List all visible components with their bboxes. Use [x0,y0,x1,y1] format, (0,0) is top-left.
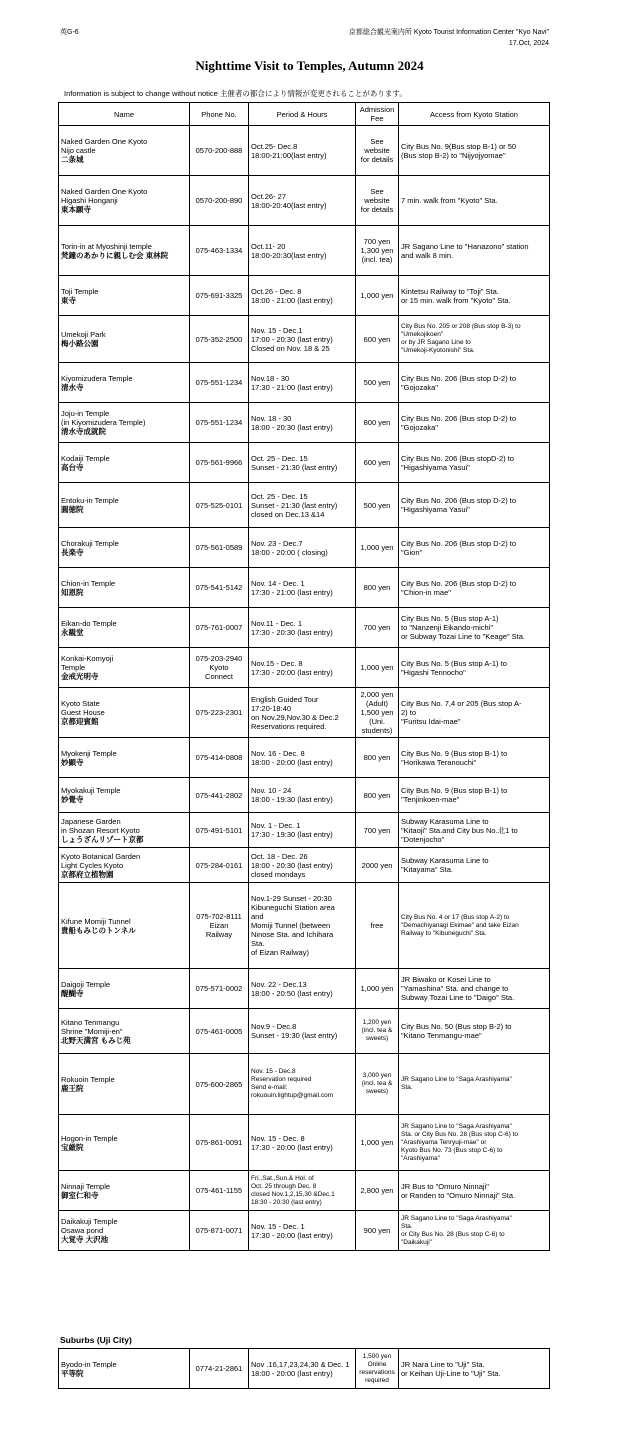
name-cell [59,969,190,1009]
table-row [59,176,550,226]
admission-fee-cell: 1,000 yen [356,1115,399,1171]
table-row [59,969,550,1009]
name-japanese: 清水寺成就院 [61,427,106,436]
table-row [59,316,550,363]
table-row [59,1349,550,1389]
table-row [59,226,550,276]
name-english: Myokenji Temple [61,748,117,758]
table-row [59,1054,550,1115]
name-japanese: 二条城 [61,155,84,164]
name-english: Kyoto Botanical Garden Light Cycles Kyoto [61,851,141,870]
access-cell: City Bus No. 5 (Bus stop A-1) to "Higashi Tennocho" [399,648,550,688]
table-row [59,483,550,528]
phone-cell: 075-284-0161 [190,848,249,883]
admission-fee-cell: 500 yen [356,363,399,403]
name-cell [59,403,190,443]
phone-cell: 075-702-8111 Eizan Railway [190,883,249,969]
name-cell [59,316,190,363]
name-japanese: 北野天満宮 もみじ苑 [61,1035,131,1045]
name-english: Kifune Momiji Tunnel [61,916,131,926]
phone-cell: 075-525-0101 [190,483,249,528]
name-cell [59,883,190,969]
name-english: Chorakuji Temple [61,538,119,548]
admission-fee-cell: 1,000 yen [356,969,399,1009]
name-japanese: 平等院 [61,1368,84,1378]
name-japanese: 知恩院 [61,587,84,597]
table-row [59,608,550,648]
header-admission-fee: Admission Fee [356,103,399,126]
phone-cell: 0774-21-2861 [190,1349,249,1389]
name-cell [59,363,190,403]
access-cell: City Bus No. 7,4 or 205 (Bus stop A- 2) to "Furitsu Idai-mae" [399,688,550,738]
period-hours-cell: Oct. 25 - Dec. 15 Sunset - 21:30 (last entry) [249,443,356,483]
period-hours-cell: Nov. 18 - 30 18:00 - 20:30 (last entry) [249,403,356,443]
admission-fee-cell: 600 yen [356,443,399,483]
period-hours-cell: Oct.26- 27 18:00-20:40(last entry) [249,176,356,226]
admission-fee-cell: 700 yen 1,300 yen (incl. tea) [356,226,399,276]
organization-name: 京都総合観光案内所 Kyoto Tourist Information Center "Kyo Navi" [348,29,549,36]
name-cell [59,176,190,226]
name-english: Torin-in at Myoshinji temple [61,241,152,251]
name-cell [59,778,190,813]
name-english: Toji Temple [61,286,99,296]
access-cell: City Bus No. 5 (Bus stop A-1) to "Nanzenji Eikando-michi" or Subway Tozai Line to "Keage" Sta. [399,608,550,648]
access-cell: 7 min. walk from "Kyoto" Sta. [399,176,550,226]
period-hours-cell: Nov. 14 - Dec. 1 17:30 - 21:00 (last entry) [249,568,356,608]
name-english: Joju-in Temple (in Kiyomizudera Temple) [61,409,146,427]
phone-cell: 075-463-1334 [190,226,249,276]
admission-fee-cell: 800 yen [356,738,399,778]
name-japanese: 鹿王院 [61,1084,84,1093]
table-row [59,363,550,403]
suburbs-table [58,1348,550,1389]
period-hours-cell: Nov. 1 - Dec. 1 17:30 - 19:30 (last entry) [249,813,356,848]
access-cell: City Bus No. 205 or 208 (Bus stop B-3) to "Umekojikoen" or by JR Sagano Line to "Umekoji-Kyotonishi" Sta. [399,316,550,363]
document-date: 17.Oct, 2024 [508,40,549,47]
period-hours-cell: Nov .16,17,23,24,30 & Dec. 1 18:00 - 20:00 (last entry) [249,1349,356,1389]
period-hours-cell: Nov. 15 - Dec. 8 17:30 - 20:00 (last entry) [249,1115,356,1171]
access-cell: JR Sagano Line to "Saga Arashiyama" Sta. or City Bus No. 28 (Bus stop C-6) to "Daikakuji" [399,1211,550,1251]
header-access: Access from Kyoto Station [399,103,550,126]
name-english: Japanese Garden in Shozan Resort Kyoto [61,816,140,835]
phone-cell: 0570-200-888 [190,126,249,176]
header-name: Name [59,103,190,126]
name-english: Umekoji Park [61,330,106,339]
phone-cell: 075-414-0808 [190,738,249,778]
name-cell [59,648,190,688]
access-cell: JR Sagano Line to "Hanazono" station and walk 8 min. [399,226,550,276]
name-japanese: 金戒光明寺 [61,672,99,681]
name-english: Kodaiji Temple [61,453,110,463]
name-english: Kiyomizudera Temple [61,373,133,383]
admission-fee-cell: 800 yen [356,568,399,608]
period-hours-cell: Oct. 25 - Dec. 15 Sunset - 21:30 (last entry) closed on Dec.13 &14 [249,483,356,528]
header-period-hours: Period & Hours [249,103,356,126]
name-japanese: 高台寺 [61,462,84,472]
name-cell [59,568,190,608]
table-row [59,126,550,176]
access-cell: JR Nara Line to "Uji" Sta. or Keihan Uji-Line to "Uji" Sta. [399,1349,550,1389]
name-cell [59,608,190,648]
name-japanese: 貴船もみじのトンネル [61,925,136,935]
name-cell [59,1115,190,1171]
name-english: Kitano Tenmangu Shrine "Momiji-en" [61,1017,123,1036]
phone-cell: 075-571-0002 [190,969,249,1009]
access-cell: City Bus No. 9 (Bus stop B-1) to "Horikawa Teranouchi" [399,738,550,778]
name-japanese: 妙顕寺 [61,757,84,767]
admission-fee-cell: 700 yen [356,813,399,848]
name-english: Rokuoin Temple [61,1075,115,1084]
phone-cell: 075-761-0007 [190,608,249,648]
phone-cell: 075-561-9966 [190,443,249,483]
access-cell: JR Sagano Line to "Saga Arashiyama" Sta. [399,1054,550,1115]
table-row [59,528,550,568]
table-row [59,848,550,883]
period-hours-cell: Nov. 15 - Dec. 1 17:30 - 20:00 (last entry) [249,1211,356,1251]
name-japanese: 東寺 [61,295,76,305]
table-row [59,813,550,848]
name-english: Hogon-in Temple [61,1133,118,1143]
phone-cell: 075-352-2500 [190,316,249,363]
name-english: Eikan-do Temple [61,618,117,628]
phone-cell: 075-691-3325 [190,276,249,316]
name-japanese: 梵鐘のあかりに親しむ会 東林院 [61,250,169,260]
temples-table [58,102,550,1251]
period-hours-cell: Oct.11- 20 18:00-20:30(last entry) [249,226,356,276]
name-japanese: 京都迎賓館 [61,717,99,726]
period-hours-cell: Nov. 23 - Dec.7 18:00 - 20:00 ( closing) [249,528,356,568]
document-code: 英G-6 [60,29,79,36]
admission-fee-cell: 1,200 yen (incl. tea & sweets) [356,1009,399,1054]
name-cell [59,1054,190,1115]
name-cell [59,528,190,568]
admission-fee-cell: See website for details [356,126,399,176]
name-cell [59,1009,190,1054]
document-header-info [349,27,549,49]
phone-cell: 075-203-2940 Kyoto Connect [190,648,249,688]
admission-fee-cell: 1,000 yen [356,648,399,688]
admission-fee-cell: 700 yen [356,608,399,648]
admission-fee-cell: 600 yen [356,316,399,363]
table-row [59,1115,550,1171]
name-cell [59,443,190,483]
admission-fee-cell: 800 yen [356,403,399,443]
name-english: Kyoto State Guest House [61,699,105,717]
suburbs-heading: Suburbs (Uji City) [60,1335,132,1345]
access-cell: JR Bus to "Omuro Ninnaji" or Randen to "Omuro Ninnaji" Sta. [399,1171,550,1211]
name-japanese: 醍醐寺 [61,988,84,998]
admission-fee-cell: 2000 yen [356,848,399,883]
admission-fee-cell: 2,000 yen (Adult) 1,500 yen (Uni. students) [356,688,399,738]
period-hours-cell: Fri.,Sat.,Sun.& Hol. of Oct. 25 through Dec. 8 closed Nov.1,2,15,30 &Dec.1 18:30 - 20:30 (last entry) [249,1171,356,1211]
period-hours-cell: Nov.9 - Dec.8 Sunset - 19:30 (last entry) [249,1009,356,1054]
period-hours-cell: Nov. 15 - Dec.1 17:00 - 20:30 (last entry) Closed on Nov. 18 & 25 [249,316,356,363]
name-english: Myokakuji Temple [61,786,121,795]
period-hours-cell: Oct. 18 - Dec. 26 18:00 - 20:30 (last entry) closed mondays [249,848,356,883]
admission-fee-cell: 3,000 yen (incl. tea & sweets) [356,1054,399,1115]
table-row [59,1211,550,1251]
name-japanese: 長楽寺 [61,547,84,557]
name-cell [59,276,190,316]
access-cell: Subway Karasuma Line to "Kitaoji" Sta.and City bus No.北1 to "Dotenjocho" [399,813,550,848]
name-english: Naked Garden One Kyoto Nijo castle [61,137,148,155]
period-hours-cell: Nov. 15 - Dec.8 Reservation required Send e-mail: rokuouin.lightup@gmail.com [249,1054,356,1115]
access-cell: City Bus No. 50 (Bus stop B-2) to "Kitano Tenmangu-mae" [399,1009,550,1054]
name-japanese: 御室仁和寺 [61,1190,99,1200]
access-cell: JR Sagano Line to "Saga Arashiyama" Sta. or City Bus No. 28 (Bus stop C-6) to "Arashiyama Tenryuji-mae" or Kyoto Bus No. 73 (Bus stop C-6) to "Arashiyama" [399,1115,550,1171]
name-japanese: 梅小路公園 [61,339,99,348]
admission-fee-cell: 2,800 yen [356,1171,399,1211]
name-cell [59,688,190,738]
table-row [59,1009,550,1054]
period-hours-cell: Oct.25- Dec.8 18:00-21:00(last entry) [249,126,356,176]
phone-cell: 075-551-1234 [190,363,249,403]
admission-fee-cell: 500 yen [356,483,399,528]
period-hours-cell: Nov.18 - 30 17:30 - 21:00 (last entry) [249,363,356,403]
phone-cell: 075-491-5101 [190,813,249,848]
name-cell [59,848,190,883]
period-hours-cell: English Guided Tour 17:20-18:40 on Nov.29,Nov.30 & Dec.2 Reservations required. [249,688,356,738]
name-japanese: 大覚寺 大沢池 [61,1235,109,1244]
name-english: Daikakuji Temple Osawa pond [61,1217,118,1235]
table-row [59,276,550,316]
name-cell [59,738,190,778]
admission-fee-cell: 800 yen [356,778,399,813]
header-phone: Phone No. [190,103,249,126]
name-cell [59,1211,190,1251]
name-japanese: 宝厳院 [61,1142,84,1152]
name-cell [59,226,190,276]
change-notice: Information is subject to change without notice 主催者の都合により情報が変更されることがあります。 [64,89,407,98]
name-english: Naked Garden One Kyoto Higashi Honganji [61,187,148,205]
phone-cell: 075-541-5142 [190,568,249,608]
name-english: Byodo-in Temple [61,1359,117,1369]
period-hours-cell: Nov. 10 - 24 18:00 - 19:30 (last entry) [249,778,356,813]
period-hours-cell: Nov.1-29 Sunset - 20:30 Kibuneguchi Station area and Momiji Tunnel (between Ninose Sta. and Ichihara Sta. of Eizan Railway) [249,883,356,969]
name-japanese: 圓徳院 [61,505,84,514]
period-hours-cell: Oct.26 - Dec. 8 18:00 - 21:00 (last entry) [249,276,356,316]
period-hours-cell: Nov. 22 - Dec.13 18:00 - 20:50 (last entry) [249,969,356,1009]
name-japanese: しょうざんリゾート京都 [61,834,144,844]
phone-cell: 075-871-0071 [190,1211,249,1251]
table-row [59,883,550,969]
access-cell: JR Biwako or Kosei Line to "Yamashina" Sta. and change to Subway Tozai Line to "Daigo" Sta. [399,969,550,1009]
name-english: Daigoji Temple [61,979,111,989]
name-cell [59,483,190,528]
access-cell: City Bus No. 4 or 17 (Bus stop A-2) to "Demachiyanagi Ekimae" and take Eizan Railway to "Kibuneguchi" Sta. [399,883,550,969]
access-cell: City Bus No. 206 (Bus stop D-2) to "Higashiyama Yasui" [399,483,550,528]
phone-cell: 0570-200-890 [190,176,249,226]
access-cell: City Bus No. 206 (Bus stopD-2) to "Higashiyama Yasui" [399,443,550,483]
name-japanese: 東本願寺 [61,205,91,214]
access-cell: City Bus No. 206 (Bus stop D-2) to "Gojozaka" [399,363,550,403]
access-cell: City Bus No. 206 (Bus stop D-2) to "Gion" [399,528,550,568]
phone-cell: 075-551-1234 [190,403,249,443]
admission-fee-cell: free [356,883,399,969]
name-english: Entoku-in Temple [61,496,119,505]
name-japanese: 清水寺 [61,382,84,392]
name-japanese: 妙覺寺 [61,795,84,804]
table-row [59,403,550,443]
access-cell: Subway Karasuma Line to "Kitayama" Sta. [399,848,550,883]
table-row [59,648,550,688]
access-cell: City Bus No. 206 (Bus stop D-2) to "Chion-in mae" [399,568,550,608]
period-hours-cell: Nov.15 - Dec. 8 17:30 - 20:00 (last entry) [249,648,356,688]
phone-cell: 075-561-0589 [190,528,249,568]
table-row [59,443,550,483]
name-japanese: 京都府立植物園 [61,869,114,879]
name-cell [59,1171,190,1211]
table-row [59,688,550,738]
phone-cell: 075-223-2301 [190,688,249,738]
phone-cell: 075-441-2802 [190,778,249,813]
period-hours-cell: Nov.11 - Dec. 1 17:30 - 20:30 (last entry) [249,608,356,648]
admission-fee-cell: See website for details [356,176,399,226]
access-cell: City Bus No. 9(Bus stop B-1) or 50 (Bus stop B-2) to "Nijyojyomae" [399,126,550,176]
name-cell [59,813,190,848]
page-title: Nighttime Visit to Temples, Autumn 2024 [195,58,424,73]
phone-cell: 075-861-0091 [190,1115,249,1171]
name-cell [59,126,190,176]
access-cell: City Bus No. 9 (Bus stop B-1) to "Tenjinkoen-mae" [399,778,550,813]
name-english: Ninnaji Temple [61,1181,111,1191]
name-japanese: 永観堂 [61,627,84,637]
table-row [59,778,550,813]
table-header-row [59,103,550,126]
access-cell: City Bus No. 206 (Bus stop D-2) to "Gojozaka" [399,403,550,443]
table-row [59,1171,550,1211]
name-english: Chion-in Temple [61,578,116,588]
admission-fee-cell: 1,500 yen Online reservations required [356,1349,399,1389]
table-row [59,568,550,608]
name-cell [59,1349,190,1389]
phone-cell: 075-600-2865 [190,1054,249,1115]
name-english: Konkai-Komyoji Temple [61,654,114,672]
admission-fee-cell: 1,000 yen [356,276,399,316]
admission-fee-cell: 900 yen [356,1211,399,1251]
table-row [59,738,550,778]
access-cell: Kintetsu Railway to "Toji" Sta. or 15 min. walk from "Kyoto" Sta. [399,276,550,316]
phone-cell: 075-461-1155 [190,1171,249,1211]
phone-cell: 075-461-0005 [190,1009,249,1054]
admission-fee-cell: 1,000 yen [356,528,399,568]
period-hours-cell: Nov. 16 - Dec. 8 18:00 - 20:00 (last entry) [249,738,356,778]
